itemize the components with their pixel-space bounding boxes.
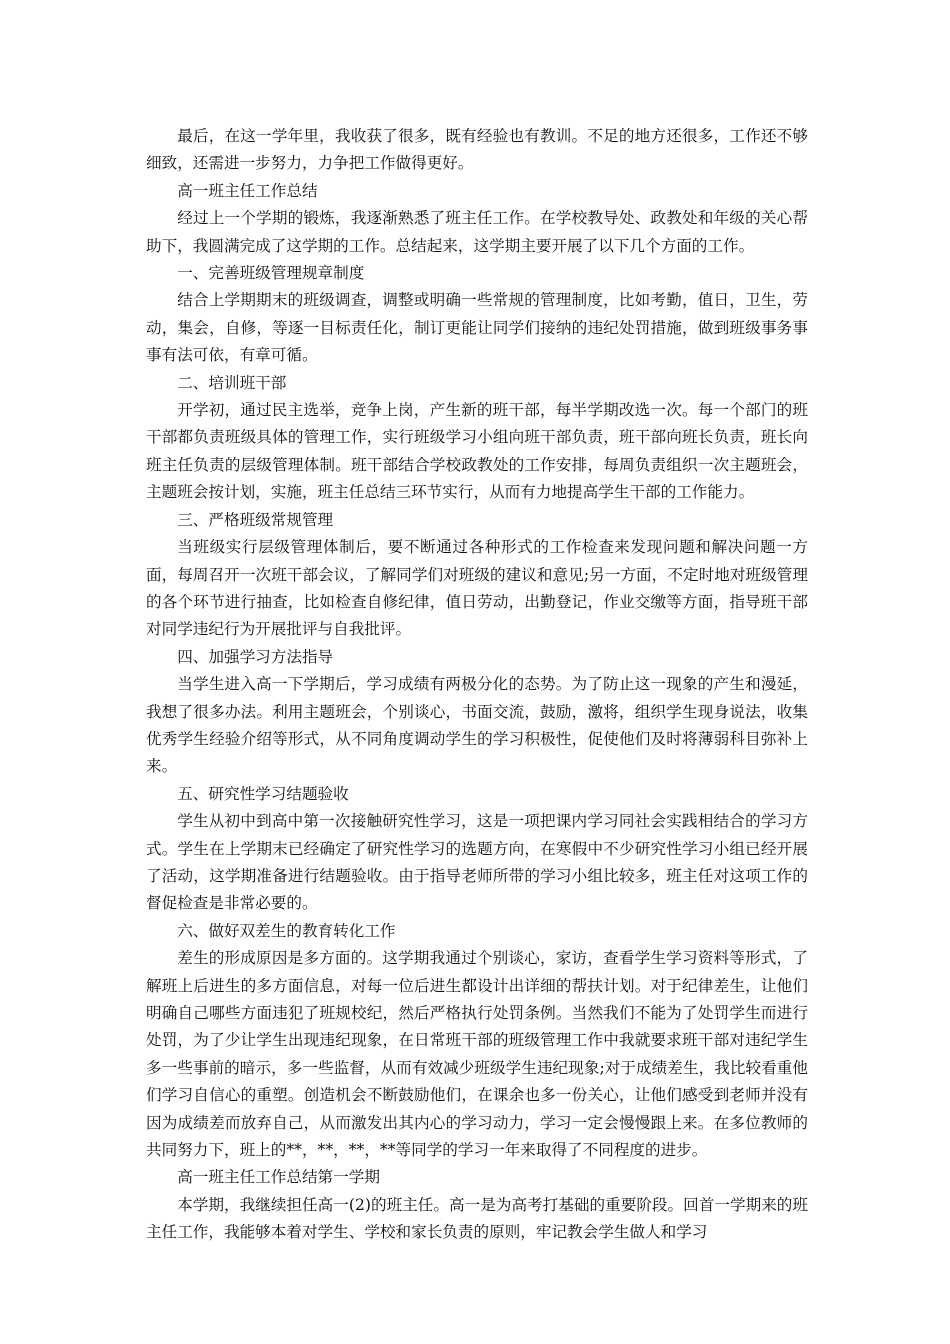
- paragraph-section-6: 差生的形成原因是多方面的。这学期我通过个别谈心，家访，查看学生学习资料等形式，了解班上后进生的多方面信息，对每一位后进生都设计出详细的帮扶计划。对于纪律差生，让他们明确自己哪些方面违犯了班规校纪，然后严格执行处罚条例。当然我们不能为了处罚学生而进行处罚，为了少让学生出现违纪现象，在日常班干部的班级管理工作中我就要求班干部对违纪学生多一些事前的暗示，多一些监督，从而有效减少班级学生违纪现象;对于成绩差生，我比较看重他们学习自信心的重塑。创造机会不断鼓励他们，在课余也多一份关心，让他们感受到老师并没有因为成绩差而放弃自己，从而激发出其内心的学习动力，学习一定会慢慢跟上来。在多位教师的共同努力下，班上的**，**，**，**等同学的学习一年来取得了不同程度的进步。: [146, 949, 808, 1160]
- section-heading-3: 三、严格班级常规管理: [177, 510, 334, 529]
- section-title-summary: 高一班主任工作总结: [177, 181, 318, 200]
- section-title-first-semester: 高一班主任工作总结第一学期: [177, 1168, 380, 1187]
- section-heading-4: 四、加强学习方法指导: [177, 647, 334, 666]
- section-heading-5: 五、研究性学习结题验收: [177, 784, 349, 803]
- document-page: [146, 123, 808, 1247]
- section-heading-1: 一、完善班级管理规章制度: [177, 264, 365, 283]
- paragraph-section-2: 开学初，通过民主选举，竞争上岗，产生新的班干部，每半学期改选一次。每一个部门的班干部都负责班级具体的管理工作，实行班级学习小组向班干部负责，班干部向班长负责，班长向班主任负责的层级管理体制。班干部结合学校政教处的工作安排，每周负责组织一次主题班会，主题班会按计划，实施，班主任总结三环节实行，从而有力地提高学生干部的工作能力。: [146, 401, 808, 502]
- paragraph-section-3: 当班级实行层级管理体制后，要不断通过各种形式的工作检查来发现问题和解决问题一方面，每周召开一次班干部会议，了解同学们对班级的建议和意见;另一方面，不定时地对班级管理的各个环节进行抽查，比如检查自修纪律，值日劳动，出勤登记，作业交缴等方面，指导班干部对同学违纪行为开展批评与自我批评。: [146, 538, 808, 639]
- paragraph-intro: 经过上一个学期的锻炼，我逐渐熟悉了班主任工作。在学校教导处、政教处和年级的关心帮助下，我圆满完成了这学期的工作。总结起来，这学期主要开展了以下几个方面的工作。: [146, 209, 808, 255]
- paragraph-section-1: 结合上学期期末的班级调查，调整或明确一些常规的管理制度，比如考勤，值日，卫生，劳动，集会，自修，等逐一目标责任化，制订更能让同学们接纳的违纪处罚措施，做到班级事务事事有法可依，有章可循。: [146, 291, 808, 365]
- paragraph-section-5: 学生从初中到高中第一次接触研究性学习，这是一项把课内学习同社会实践相结合的学习方式。学生在上学期末已经确定了研究性学习的选题方向，在寒假中不少研究性学习小组已经开展了活动，这学期准备进行结题验收。由于指导老师所带的学习小组比较多，班主任对这项工作的督促检查是非常必要的。: [146, 812, 808, 913]
- paragraph-closing: 最后，在这一学年里，我收获了很多，既有经验也有教训。不足的地方还很多，工作还不够细致，还需进一步努力，力争把工作做得更好。: [146, 127, 808, 173]
- paragraph-first-semester: 本学期，我继续担任高一(2)的班主任。高一是为高考打基础的重要阶段。回首一学期来的班主任工作，我能够本着对学生、学校和家长负责的原则，牢记教会学生做人和学习: [146, 1195, 808, 1242]
- paragraph-section-4: 当学生进入高一下学期后，学习成绩有两极分化的态势。为了防止这一现象的产生和漫延，我想了很多办法。利用主题班会，个别谈心，书面交流，鼓励，激将，组织学生现身说法，收集优秀学生经验介绍等形式，从不同角度调动学生的学习积极性，促使他们及时将薄弱科目弥补上来。: [146, 675, 808, 776]
- section-heading-6: 六、做好双差生的教育转化工作: [177, 921, 396, 940]
- section-heading-2: 二、培训班干部: [177, 373, 287, 392]
